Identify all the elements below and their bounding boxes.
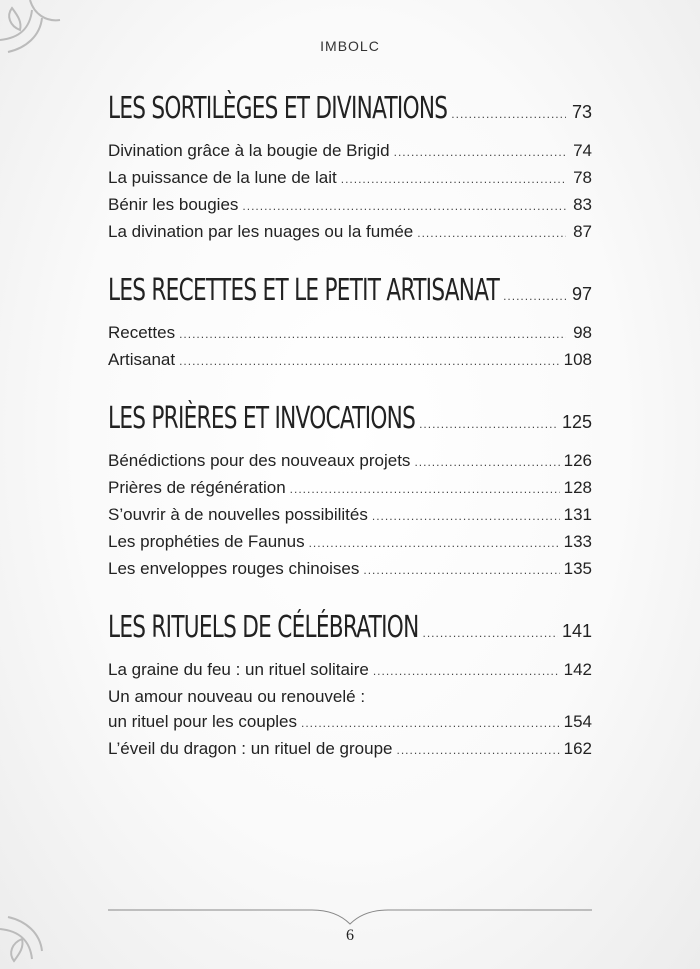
toc-section [108, 273, 592, 374]
leader-dots [417, 221, 566, 246]
entry-page: 74 [573, 141, 592, 160]
leader-dots [301, 711, 560, 736]
running-head: IMBOLC [320, 38, 380, 54]
entry-title: S’ouvrir à de nouvelles possibilités [108, 505, 368, 524]
entry-title: Recettes [108, 323, 176, 342]
toc-section [108, 610, 592, 763]
leader-dots [179, 349, 560, 374]
entry-title: Un amour nouveau ou renouvelé : [108, 687, 366, 706]
toc-entry [108, 448, 592, 475]
toc-entry [108, 684, 592, 709]
entry-title: La divination par les nuages ou la fumée [108, 222, 414, 241]
leader-dots [372, 504, 560, 529]
leader-dots [414, 450, 559, 475]
section-page: 73 [571, 102, 592, 122]
toc-entry [108, 320, 592, 347]
leader-dots [341, 167, 566, 192]
footer-rule [108, 906, 592, 928]
entry-page: 162 [563, 739, 592, 758]
leader-dots [451, 107, 566, 121]
leader-dots [309, 531, 560, 556]
entry-title: Divination grâce à la bougie de Brigid [108, 141, 390, 160]
section-page: 125 [561, 412, 592, 432]
leader-dots [290, 477, 560, 502]
toc-entry [108, 529, 592, 556]
entry-page: 142 [563, 660, 592, 679]
entry-title: La graine du feu : un rituel solitaire [108, 660, 369, 679]
entry-title: Artisanat [108, 350, 176, 369]
toc-entry [108, 657, 592, 684]
entry-title: La puissance de la lune de lait [108, 168, 337, 187]
page-number: 6 [346, 927, 354, 944]
leader-dots [363, 558, 559, 583]
section-page: 97 [571, 284, 592, 304]
section-heading [108, 273, 592, 308]
entry-title: Les enveloppes rouges chinoises [108, 559, 360, 578]
entry-page: 154 [563, 712, 592, 731]
toc-entry [108, 475, 592, 502]
entry-page: 108 [563, 350, 592, 369]
entry-page: 98 [573, 323, 592, 342]
leader-dots [419, 417, 558, 431]
entry-title: Bénir les bougies [108, 195, 239, 214]
leader-dots [179, 322, 566, 347]
table-of-contents [108, 91, 592, 793]
entry-page: 87 [573, 222, 592, 241]
section-heading [108, 610, 592, 645]
section-title: LES PRIÈRES ET INVOCATIONS [108, 401, 416, 436]
section-title: LES RECETTES ET LE PETIT ARTISANAT [108, 273, 500, 308]
entry-title: Prières de régénération [108, 478, 286, 497]
entry-page: 78 [573, 168, 592, 187]
section-title: LES SORTILÈGES ET DIVINATIONS [108, 91, 448, 126]
entry-page: 128 [563, 478, 592, 497]
entry-page: 135 [563, 559, 592, 578]
leader-dots [423, 626, 558, 640]
entry-page: 83 [573, 195, 592, 214]
toc-entry [108, 736, 592, 763]
section-page: 141 [561, 621, 592, 641]
toc-section [108, 91, 592, 246]
section-heading [108, 401, 592, 436]
entry-title: un rituel pour les couples [108, 712, 298, 731]
toc-entry [108, 192, 592, 219]
entry-page: 126 [563, 451, 592, 470]
toc-entry [108, 219, 592, 246]
toc-entry [108, 709, 592, 736]
toc-entry [108, 556, 592, 583]
entry-page: 131 [563, 505, 592, 524]
toc-entry [108, 138, 592, 165]
section-title: LES RITUELS DE CÉLÉBRATION [108, 610, 419, 645]
toc-entry [108, 502, 592, 529]
leader-dots [396, 738, 559, 763]
toc-entry [108, 165, 592, 192]
entry-title: L’éveil du dragon : un rituel de groupe [108, 739, 393, 758]
entry-title: Les prophéties de Faunus [108, 532, 305, 551]
toc-section [108, 401, 592, 583]
leader-dots [242, 194, 566, 219]
leader-dots [503, 289, 566, 303]
section-heading [108, 91, 592, 126]
toc-entry [108, 347, 592, 374]
leader-dots [373, 659, 560, 684]
entry-page: 133 [563, 532, 592, 551]
leader-dots [394, 140, 566, 165]
entry-title: Bénédictions pour des nouveaux projets [108, 451, 411, 470]
